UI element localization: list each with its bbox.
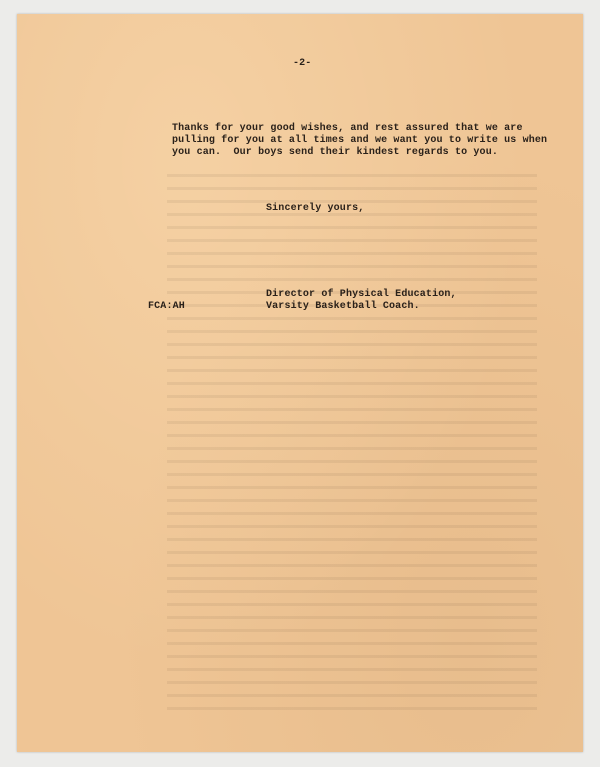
- body-line: you can. Our boys send their kindest regards to you.: [172, 147, 499, 158]
- body-line: Thanks for your good wishes, and rest assured that we are: [172, 123, 523, 134]
- page-number: -2-: [293, 58, 312, 69]
- closing: Sincerely yours,: [266, 203, 365, 214]
- reference-initials: FCA:AH: [148, 301, 185, 312]
- signature-title: Director of Physical Education,: [266, 289, 457, 300]
- body-line: pulling for you at all times and we want you to write us when: [172, 135, 548, 146]
- show-through-text: [167, 174, 537, 714]
- signature-title: Varsity Basketball Coach.: [266, 301, 420, 312]
